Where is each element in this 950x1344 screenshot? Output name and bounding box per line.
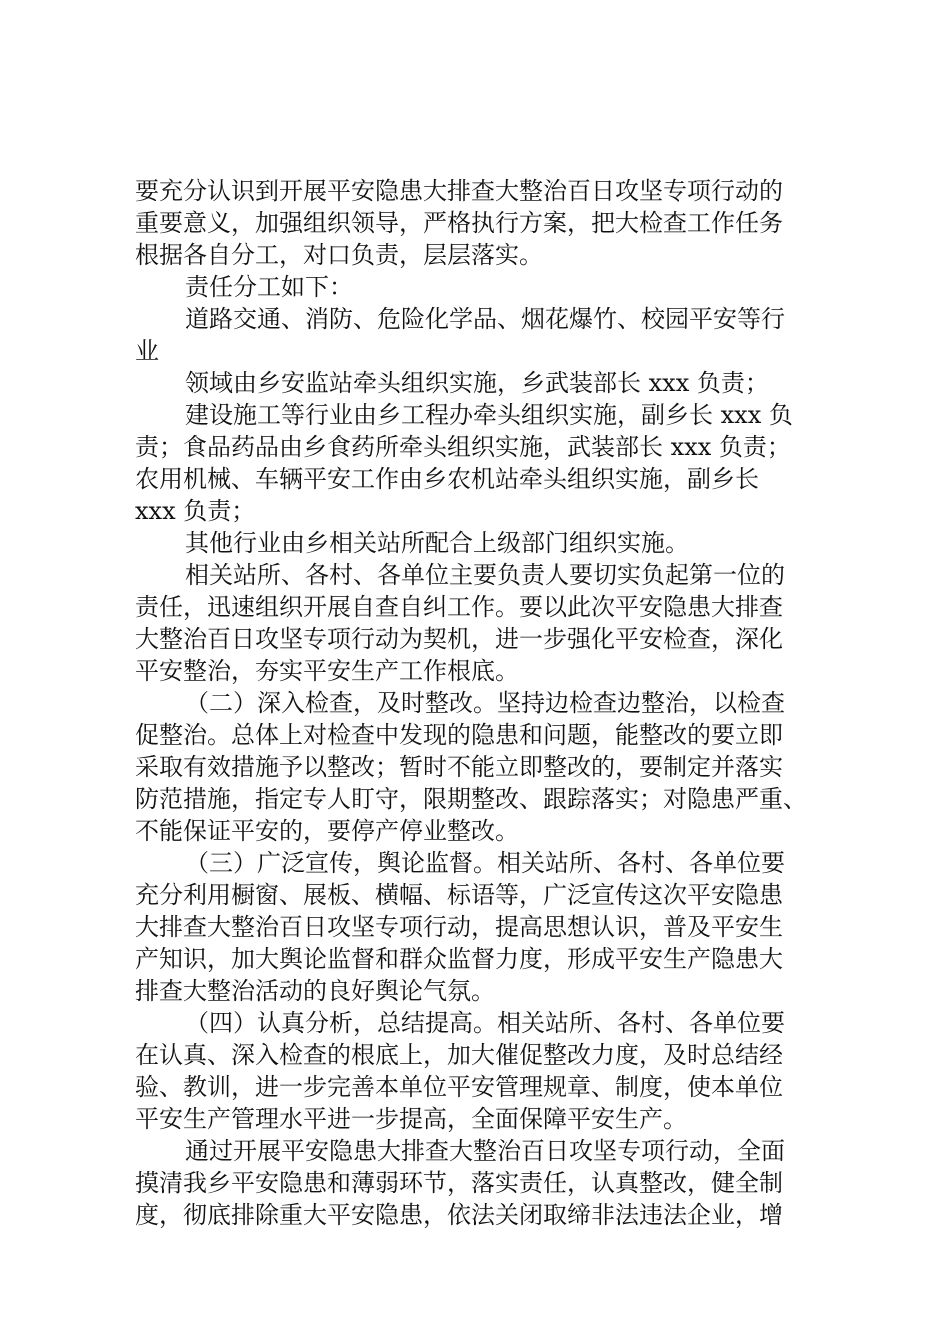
text-line: xxx 负责； [135, 497, 256, 525]
text-line: 大排查大整治百日攻坚专项行动，提高思想认识，普及平安生 [135, 913, 783, 941]
text-line: 在认真、深入检查的根底上，加大催促整改力度，及时总结经 [135, 1041, 783, 1069]
text-line: 责任分工如下： [185, 273, 353, 301]
text-line: 通过开展平安隐患大排查大整治百日攻坚专项行动，全面 [185, 1137, 785, 1165]
text-line: 不能保证平安的，要停产停业整改。 [135, 817, 519, 845]
text-line: 其他行业由乡相关站所配合上级部门组织实施。 [185, 529, 689, 557]
text-line: 相关站所、各村、各单位主要负责人要切实负起第一位的 [185, 561, 785, 589]
text-line: 防范措施，指定专人盯守，限期整改、跟踪落实；对隐患严重、 [135, 785, 807, 813]
text-line: 采取有效措施予以整改；暂时不能立即整改的，要制定并落实 [135, 753, 783, 781]
text-line: 排查大整治活动的良好舆论气氛。 [135, 977, 495, 1005]
text-line: 建设施工等行业由乡工程办牵头组织实施，副乡长 xxx 负 [185, 401, 793, 429]
text-line: 平安生产管理水平进一步提高，全面保障平安生产。 [135, 1105, 687, 1133]
text-line: 产知识，加大舆论监督和群众监督力度，形成平安生产隐患大 [135, 945, 783, 973]
text-line: 根据各自分工，对口负责，层层落实。 [135, 241, 543, 269]
text-line: 摸清我乡平安隐患和薄弱环节，落实责任，认真整改，健全制 [135, 1169, 783, 1197]
text-line: 验、教训，进一步完善本单位平安管理规章、制度，使本单位 [135, 1073, 783, 1101]
text-line: 领域由乡安监站牵头组织实施，乡武装部长 xxx 负责； [185, 369, 769, 397]
text-line: 道路交通、消防、危险化学品、烟花爆竹、校园平安等行 [185, 305, 785, 333]
text-line: 责任，迅速组织开展自查自纠工作。要以此次平安隐患大排查 [135, 593, 783, 621]
text-line: 大整治百日攻坚专项行动为契机，进一步强化平安检查，深化 [135, 625, 783, 653]
text-line: 业 [135, 337, 159, 365]
text-line: （三）广泛宣传，舆论监督。相关站所、各村、各单位要 [185, 849, 785, 877]
text-line: （四）认真分析，总结提高。相关站所、各村、各单位要 [185, 1009, 785, 1037]
text-line: 充分利用橱窗、展板、横幅、标语等，广泛宣传这次平安隐患 [135, 881, 783, 909]
text-line: 要充分认识到开展平安隐患大排查大整治百日攻坚专项行动的 [135, 177, 783, 205]
text-line: 度，彻底排除重大平安隐患，依法关闭取缔非法违法企业，增 [135, 1201, 783, 1229]
text-line: 促整治。总体上对检查中发现的隐患和问题，能整改的要立即 [135, 721, 783, 749]
text-line: 重要意义，加强组织领导，严格执行方案，把大检查工作任务 [135, 209, 783, 237]
text-line: 责；食品药品由乡食药所牵头组织实施，武装部长 xxx 负责； [135, 433, 791, 461]
text-line: （二）深入检查，及时整改。坚持边检查边整治，以检查 [185, 689, 785, 717]
text-line: 平安整治，夯实平安生产工作根底。 [135, 657, 519, 685]
text-line: 农用机械、车辆平安工作由乡农机站牵头组织实施，副乡长 [135, 465, 759, 493]
